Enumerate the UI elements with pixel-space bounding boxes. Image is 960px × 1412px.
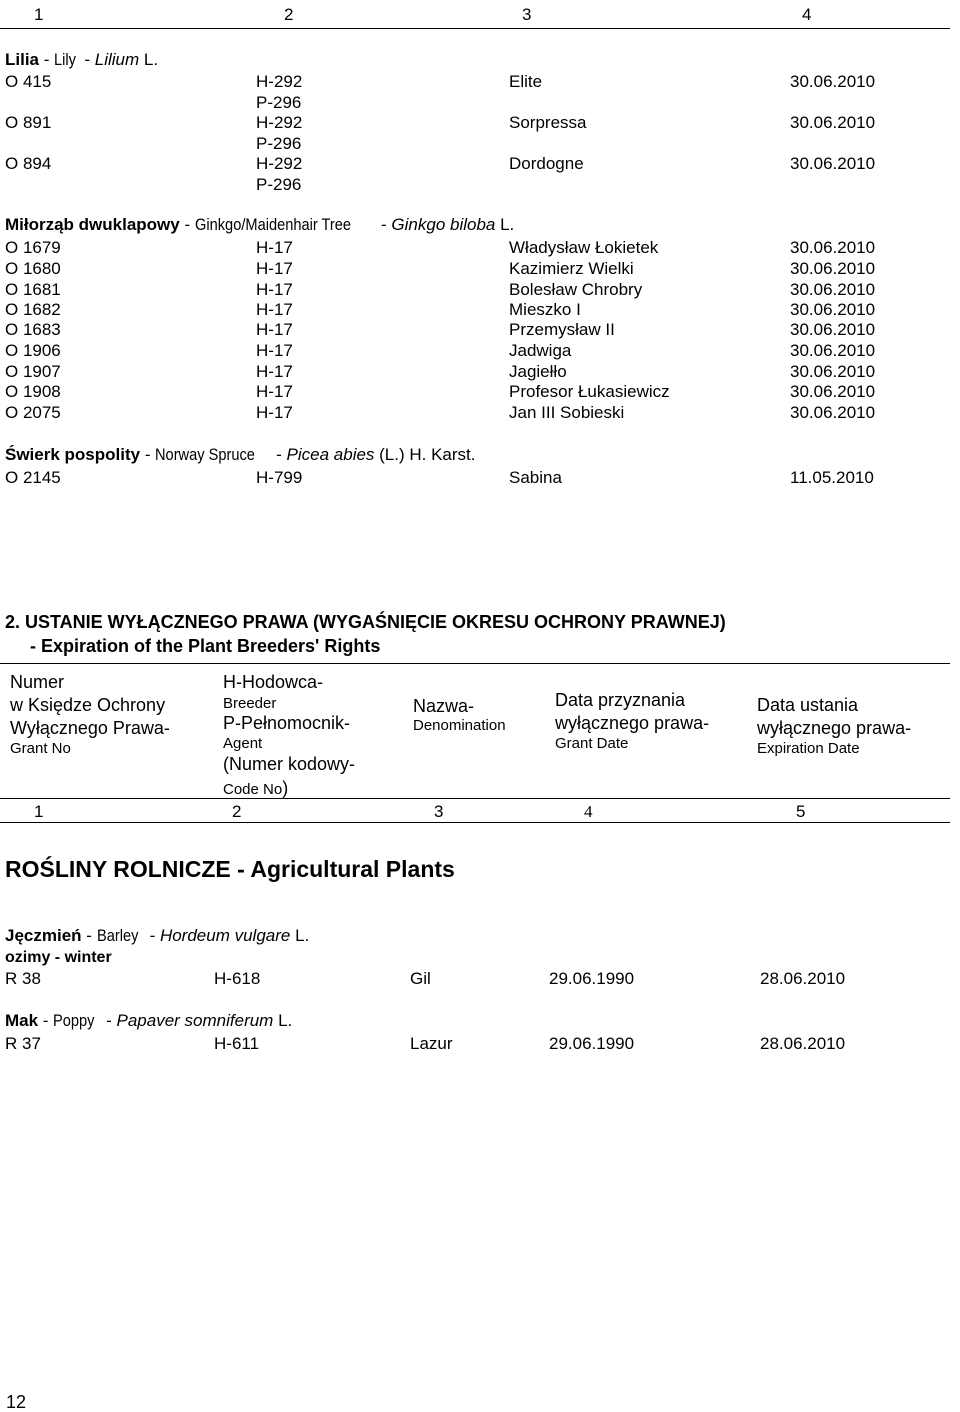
grant-date: 30.06.2010 <box>790 113 876 132</box>
header-label: (Numer kodowy- <box>223 754 356 774</box>
grant-date: 30.06.2010 <box>790 382 876 401</box>
grant-date: 30.06.2010 <box>790 238 876 257</box>
column-number-1: 1 <box>34 802 44 821</box>
denomination: Lazur <box>410 1034 453 1053</box>
denomination: Profesor Łukasiewicz <box>509 382 670 401</box>
denomination: Elite <box>509 72 543 91</box>
denomination: Bolesław Chrobry <box>509 280 643 299</box>
header-label: P-Pełnomocnik- <box>223 713 351 733</box>
category-title: ROŚLINY ROLNICZE - Agricultural Plants <box>5 856 455 882</box>
header-label: Data przyznania <box>555 690 686 710</box>
table-header-bottom-rule <box>0 822 950 823</box>
grant-date: 30.06.2010 <box>790 72 876 91</box>
denomination: Władysław Łokietek <box>509 238 659 257</box>
grant-date: 29.06.1990 <box>549 969 635 988</box>
header-label: Breeder <box>223 695 277 712</box>
denomination: Jagiełło <box>509 362 567 381</box>
grant-date: 11.05.2010 <box>790 468 874 487</box>
table-header-top-rule <box>0 663 950 664</box>
section-2-title: 2. USTANIE WYŁĄCZNEGO PRAWA (WYGAŚNIĘCIE OKRESU OCHRONY PRAWNEJ) <box>5 612 726 632</box>
column-number-5: 5 <box>796 802 806 821</box>
species-heading-jeczmien: Jęczmień - Barley - Hordeum vulgare L. <box>5 926 310 945</box>
breeder-code: H-292 <box>256 154 303 173</box>
header-label: Grant No <box>10 740 71 757</box>
species-heading-ginkgo: Miłorząb dwuklapowy - Ginkgo/Maidenhair Tree - Ginkgo biloba L. <box>5 215 515 234</box>
breeder-code: H-17 <box>256 238 293 257</box>
header-label: H-Hodowca- <box>223 672 324 692</box>
breeder-code: H-17 <box>256 362 293 381</box>
grant-no: O 891 <box>5 113 52 132</box>
breeder-code: H-17 <box>256 341 293 360</box>
species-heading-swierk: Świerk pospolity - Norway Spruce - Picea abies (L.) H. Karst. <box>5 445 476 464</box>
grant-no: O 1680 <box>5 259 61 278</box>
grant-no: O 2075 <box>5 403 61 422</box>
section-2-subtitle: - Expiration of the Plant Breeders' Rights <box>30 636 381 656</box>
column-number-1: 1 <box>34 5 44 24</box>
header-label: Agent <box>223 735 263 752</box>
header-rule <box>0 28 950 29</box>
expiration-date: 28.06.2010 <box>760 1034 846 1053</box>
denomination: Gil <box>410 969 431 988</box>
breeder-code: H-17 <box>256 280 293 299</box>
breeder-code: H-17 <box>256 382 293 401</box>
grant-no: O 1908 <box>5 382 61 401</box>
breeder-code: H-17 <box>256 403 293 422</box>
breeder-code: H-611 <box>214 1034 260 1053</box>
header-label: Denomination <box>413 717 506 734</box>
grant-date: 29.06.1990 <box>549 1034 635 1053</box>
header-label: wyłącznego prawa- <box>555 713 710 733</box>
agent-code: P-296 <box>256 93 302 112</box>
column-number-2: 2 <box>232 802 242 821</box>
header-label: Nazwa- <box>413 696 475 716</box>
header-label: wyłącznego prawa- <box>757 718 912 738</box>
column-number-4: 4 <box>584 802 593 821</box>
denomination: Sorpressa <box>509 113 587 132</box>
breeder-code: H-17 <box>256 259 293 278</box>
header-label: Wyłącznego Prawa- <box>10 718 170 738</box>
breeder-code: H-799 <box>256 468 303 487</box>
grant-date: 30.06.2010 <box>790 341 876 360</box>
grant-no: O 1683 <box>5 320 61 339</box>
grant-no: O 1906 <box>5 341 61 360</box>
denomination: Przemysław II <box>509 320 615 339</box>
grant-date: 30.06.2010 <box>790 259 876 278</box>
breeder-code: H-292 <box>256 113 303 132</box>
denomination: Mieszko I <box>509 300 581 319</box>
grant-date: 30.06.2010 <box>790 403 876 422</box>
species-subtitle: ozimy - winter <box>5 949 112 966</box>
breeder-code: H-17 <box>256 300 293 319</box>
grant-date: 30.06.2010 <box>790 280 876 299</box>
grant-no: O 1679 <box>5 238 61 257</box>
grant-date: 30.06.2010 <box>790 300 876 319</box>
header-label: Code No) <box>223 778 289 798</box>
grant-date: 30.06.2010 <box>790 320 876 339</box>
grant-no: O 415 <box>5 72 52 91</box>
page-number: 12 <box>6 1392 27 1412</box>
agent-code: P-296 <box>256 134 302 153</box>
header-label: Grant Date <box>555 735 629 752</box>
column-number-3: 3 <box>522 5 532 24</box>
denomination: Kazimierz Wielki <box>509 259 634 278</box>
denomination: Sabina <box>509 468 562 487</box>
breeder-code: H-292 <box>256 72 303 91</box>
grant-date: 30.06.2010 <box>790 154 876 173</box>
column-number-4: 4 <box>802 5 812 24</box>
species-heading-lilia: Lilia - Lily - Lilium L. <box>5 50 159 69</box>
column-number-3: 3 <box>434 802 444 821</box>
grant-no: O 894 <box>5 154 52 173</box>
grant-no: O 2145 <box>5 468 61 487</box>
grant-no: O 1682 <box>5 300 61 319</box>
header-label: Expiration Date <box>757 740 860 757</box>
header-label: Numer <box>10 672 65 692</box>
grant-no: R 38 <box>5 969 41 988</box>
table-header-mid-rule <box>0 798 950 799</box>
header-label: w Księdze Ochrony <box>10 695 166 715</box>
grant-date: 30.06.2010 <box>790 362 876 381</box>
denomination: Jan III Sobieski <box>509 403 625 422</box>
agent-code: P-296 <box>256 175 302 194</box>
grant-no: O 1681 <box>5 280 61 299</box>
denomination: Dordogne <box>509 154 584 173</box>
expiration-date: 28.06.2010 <box>760 969 846 988</box>
grant-no: R 37 <box>5 1034 41 1053</box>
header-label: Data ustania <box>757 695 859 715</box>
breeder-code: H-618 <box>214 969 261 988</box>
grant-no: O 1907 <box>5 362 61 381</box>
denomination: Jadwiga <box>509 341 572 360</box>
species-heading-mak: Mak - Poppy - Papaver somniferum L. <box>5 1011 293 1030</box>
column-number-2: 2 <box>284 5 294 24</box>
breeder-code: H-17 <box>256 320 293 339</box>
